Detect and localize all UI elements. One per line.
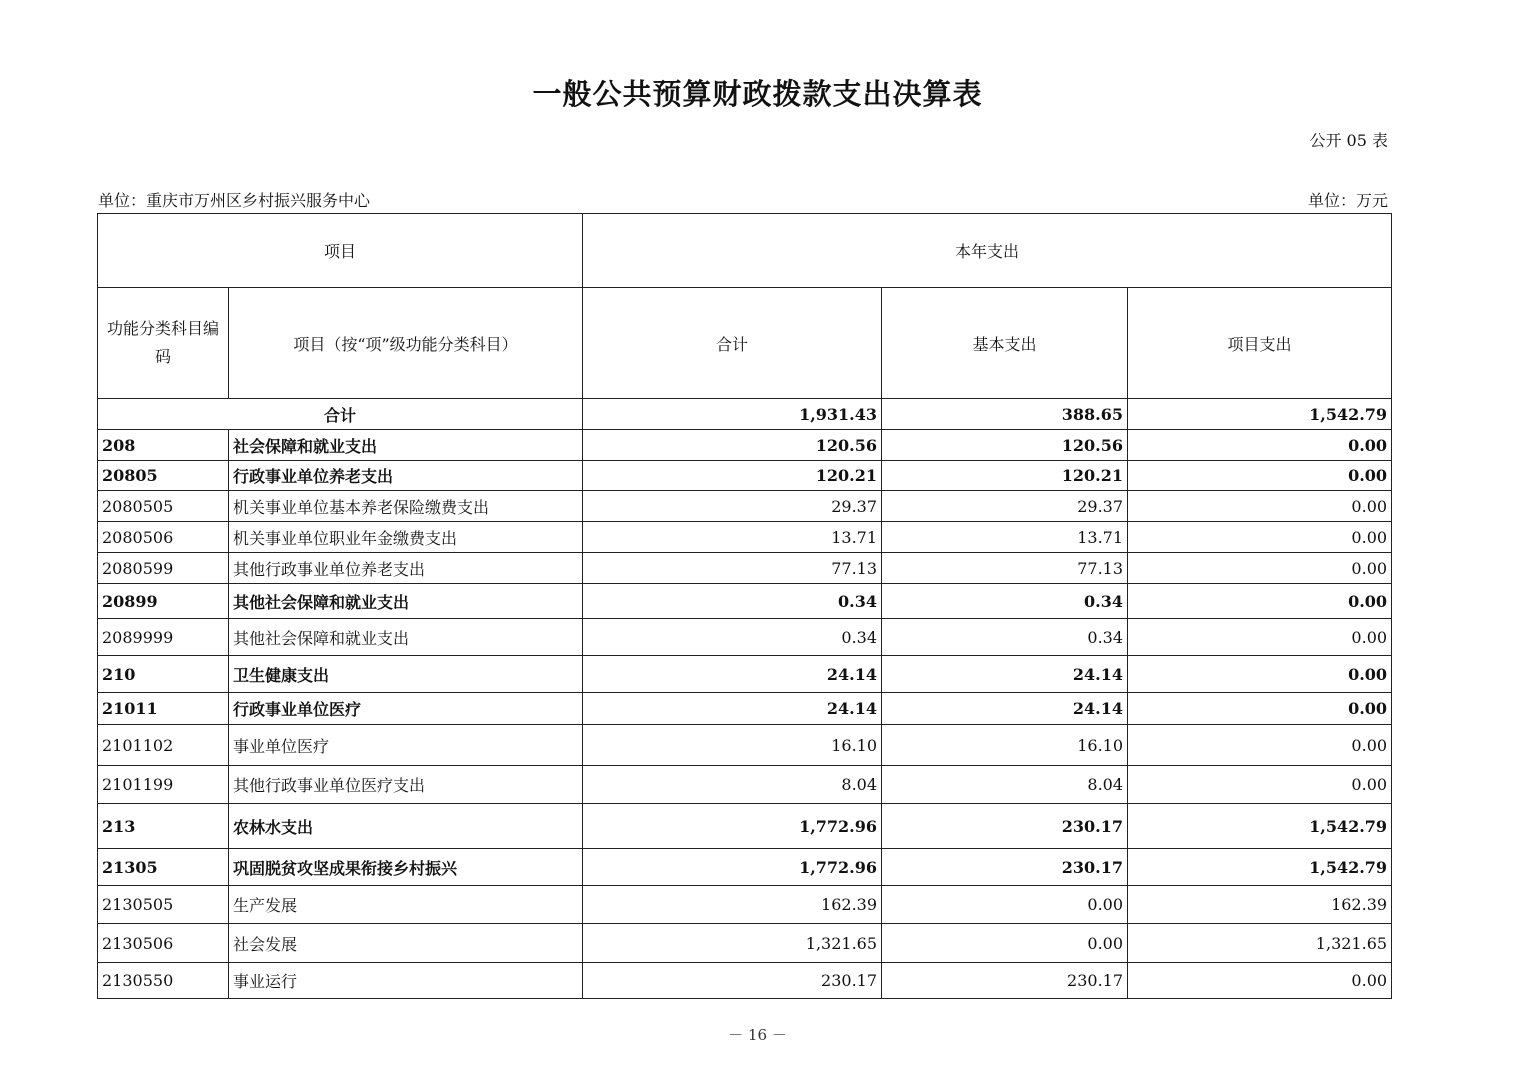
total-basic: 388.65 xyxy=(882,399,1128,430)
row-name: 农林水支出 xyxy=(229,804,583,849)
table-row xyxy=(98,766,1392,804)
total-label: 合计 xyxy=(98,399,583,430)
header-total: 合计 xyxy=(583,288,882,399)
row-name: 行政事业单位医疗 xyxy=(229,693,583,725)
row-code: 2080506 xyxy=(98,522,229,553)
row-project: 0.00 xyxy=(1128,491,1392,522)
row-basic: 0.00 xyxy=(882,886,1128,924)
row-code: 2101199 xyxy=(98,766,229,804)
row-basic: 230.17 xyxy=(882,804,1128,849)
table-row xyxy=(98,461,1392,491)
row-name: 其他行政事业单位医疗支出 xyxy=(229,766,583,804)
row-basic: 0.34 xyxy=(882,584,1128,619)
row-total: 0.34 xyxy=(583,584,882,619)
table-row xyxy=(98,522,1392,553)
row-name: 社会保障和就业支出 xyxy=(229,430,583,461)
row-project: 0.00 xyxy=(1128,461,1392,491)
total-project: 1,542.79 xyxy=(1128,399,1392,430)
header-row-top xyxy=(98,214,1392,288)
header-row-columns xyxy=(98,288,1392,399)
row-name: 行政事业单位养老支出 xyxy=(229,461,583,491)
row-basic: 0.00 xyxy=(882,924,1128,963)
row-basic: 77.13 xyxy=(882,553,1128,584)
row-total: 16.10 xyxy=(583,725,882,766)
page-title: 一般公共预算财政拨款支出决算表 xyxy=(532,77,983,111)
row-project: 0.00 xyxy=(1128,766,1392,804)
row-basic: 230.17 xyxy=(882,963,1128,999)
row-total: 162.39 xyxy=(583,886,882,924)
header-project: 项目 xyxy=(98,214,583,288)
row-basic: 120.21 xyxy=(882,461,1128,491)
row-name: 生产发展 xyxy=(229,886,583,924)
row-basic: 120.56 xyxy=(882,430,1128,461)
row-project: 0.00 xyxy=(1128,522,1392,553)
total-row xyxy=(98,399,1392,430)
row-total: 1,772.96 xyxy=(583,849,882,886)
form-number: 公开 05 表 xyxy=(1309,131,1388,150)
row-project: 0.00 xyxy=(1128,693,1392,725)
row-name: 事业运行 xyxy=(229,963,583,999)
row-project: 1,321.65 xyxy=(1128,924,1392,963)
reporting-unit: 单位：重庆市万州区乡村振兴服务中心 xyxy=(98,191,371,210)
header-code: 功能分类科目编码 xyxy=(98,288,229,399)
row-code: 2130505 xyxy=(98,886,229,924)
row-project: 1,542.79 xyxy=(1128,849,1392,886)
row-total: 1,772.96 xyxy=(583,804,882,849)
table-row xyxy=(98,553,1392,584)
row-basic: 13.71 xyxy=(882,522,1128,553)
currency-unit: 单位：万元 xyxy=(1307,191,1388,210)
row-basic: 29.37 xyxy=(882,491,1128,522)
row-total: 29.37 xyxy=(583,491,882,522)
row-name: 其他社会保障和就业支出 xyxy=(229,619,583,656)
table-row xyxy=(98,619,1392,656)
row-total: 1,321.65 xyxy=(583,924,882,963)
header-basic: 基本支出 xyxy=(882,288,1128,399)
table-row xyxy=(98,656,1392,693)
row-code: 20805 xyxy=(98,461,229,491)
row-total: 77.13 xyxy=(583,553,882,584)
row-total: 0.34 xyxy=(583,619,882,656)
row-total: 13.71 xyxy=(583,522,882,553)
row-code: 2130550 xyxy=(98,963,229,999)
row-name: 机关事业单位基本养老保险缴费支出 xyxy=(229,491,583,522)
row-total: 120.56 xyxy=(583,430,882,461)
row-total: 24.14 xyxy=(583,656,882,693)
row-project: 0.00 xyxy=(1128,656,1392,693)
header-project-expenditure: 项目支出 xyxy=(1128,288,1392,399)
expenditure-table xyxy=(97,213,1392,999)
row-name: 社会发展 xyxy=(229,924,583,963)
row-code: 20899 xyxy=(98,584,229,619)
table-row xyxy=(98,430,1392,461)
row-code: 208 xyxy=(98,430,229,461)
row-code: 2080505 xyxy=(98,491,229,522)
row-code: 213 xyxy=(98,804,229,849)
row-project: 0.00 xyxy=(1128,725,1392,766)
table-row xyxy=(98,693,1392,725)
row-project: 162.39 xyxy=(1128,886,1392,924)
row-project: 1,542.79 xyxy=(1128,804,1392,849)
row-total: 24.14 xyxy=(583,693,882,725)
total-sum: 1,931.43 xyxy=(583,399,882,430)
row-project: 0.00 xyxy=(1128,963,1392,999)
row-basic: 8.04 xyxy=(882,766,1128,804)
header-item: 项目（按“项”级功能分类科目） xyxy=(229,288,583,399)
row-project: 0.00 xyxy=(1128,430,1392,461)
row-total: 120.21 xyxy=(583,461,882,491)
row-basic: 0.34 xyxy=(882,619,1128,656)
table-row xyxy=(98,963,1392,999)
row-name: 事业单位医疗 xyxy=(229,725,583,766)
row-total: 230.17 xyxy=(583,963,882,999)
row-code: 2080599 xyxy=(98,553,229,584)
row-code: 21011 xyxy=(98,693,229,725)
table-row xyxy=(98,584,1392,619)
row-name: 机关事业单位职业年金缴费支出 xyxy=(229,522,583,553)
table-row xyxy=(98,924,1392,963)
row-basic: 16.10 xyxy=(882,725,1128,766)
row-project: 0.00 xyxy=(1128,553,1392,584)
row-code: 2130506 xyxy=(98,924,229,963)
table-row xyxy=(98,849,1392,886)
table-row xyxy=(98,725,1392,766)
row-project: 0.00 xyxy=(1128,619,1392,656)
row-code: 21305 xyxy=(98,849,229,886)
table-row xyxy=(98,886,1392,924)
row-basic: 24.14 xyxy=(882,693,1128,725)
row-code: 2089999 xyxy=(98,619,229,656)
header-current-year-expenditure: 本年支出 xyxy=(583,214,1392,288)
table-row xyxy=(98,491,1392,522)
row-name: 其他社会保障和就业支出 xyxy=(229,584,583,619)
row-basic: 230.17 xyxy=(882,849,1128,886)
row-code: 210 xyxy=(98,656,229,693)
table-row xyxy=(98,804,1392,849)
row-basic: 24.14 xyxy=(882,656,1128,693)
row-name: 卫生健康支出 xyxy=(229,656,583,693)
row-project: 0.00 xyxy=(1128,584,1392,619)
row-total: 8.04 xyxy=(583,766,882,804)
row-code: 2101102 xyxy=(98,725,229,766)
row-name: 巩固脱贫攻坚成果衔接乡村振兴 xyxy=(229,849,583,886)
page-number: － 16 － xyxy=(728,1026,787,1044)
row-name: 其他行政事业单位养老支出 xyxy=(229,553,583,584)
